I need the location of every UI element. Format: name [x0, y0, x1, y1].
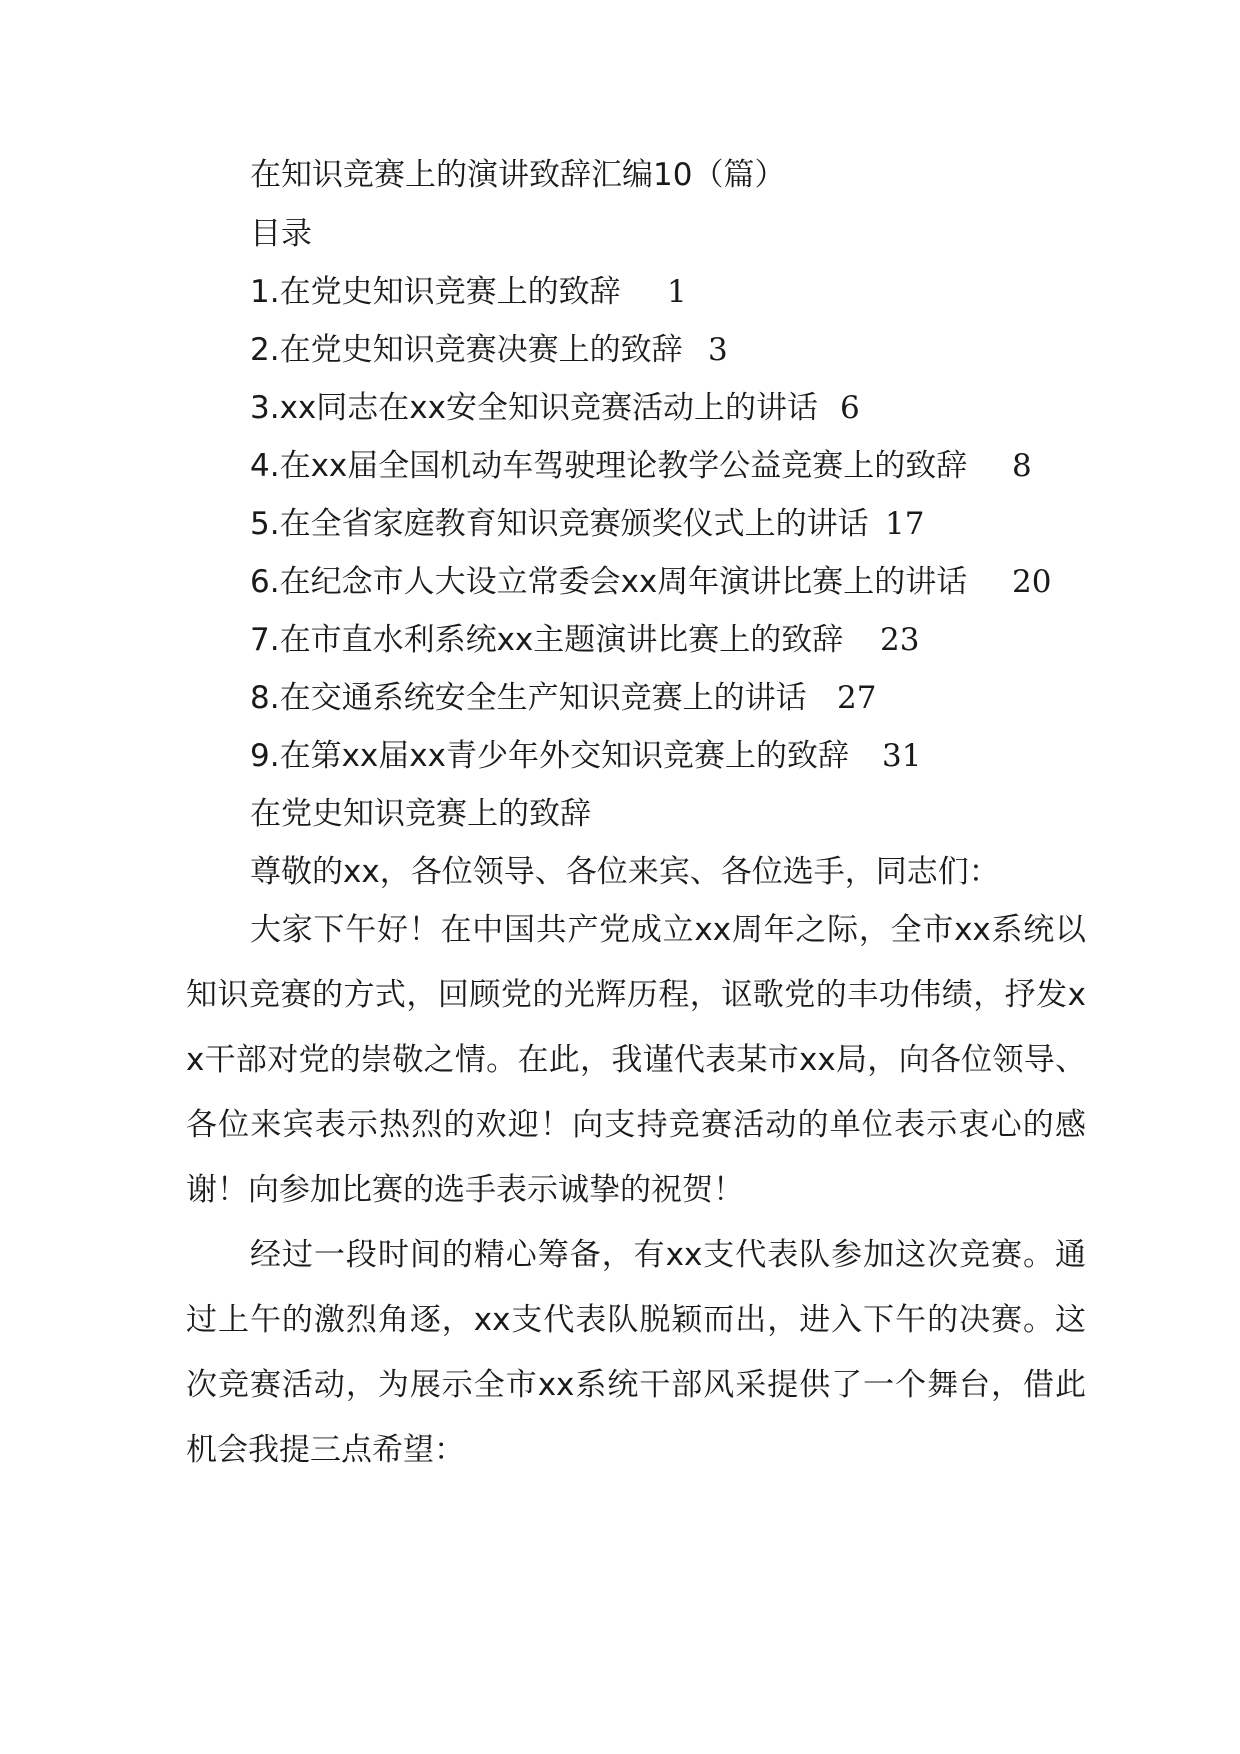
- body-paragraph: 大家下午好！在中国共产党成立xx周年之际，全市xx系统以知识竞赛的方式，回顾党的光辉历程，讴歌党的丰功伟绩，抒发xx干部对党的崇敬之情。在此，我谨代表某市xx局，向各位领导、各位来宾表示热烈的欢迎！向支持竞赛活动的单位表示衷心的感谢！向参加比赛的选手表示诚挚的祝贺！: [186, 912, 1086, 1208]
- document-title: 在知识竞赛上的演讲致辞汇编10（篇）: [250, 157, 786, 193]
- toc-item-text: 5.在全省家庭教育知识竞赛颁奖仪式上的讲话: [250, 506, 869, 542]
- toc-item[interactable]: [250, 504, 1090, 544]
- toc-item[interactable]: [250, 562, 1090, 602]
- toc-item[interactable]: [250, 272, 1090, 312]
- toc-page-number: 3: [708, 332, 728, 368]
- toc-page-number: 8: [1012, 448, 1032, 484]
- toc-item-text: 3.xx同志在xx安全知识竞赛活动上的讲话: [250, 390, 818, 426]
- toc-page-number: 20: [1012, 564, 1052, 600]
- toc-item[interactable]: [250, 330, 1090, 370]
- toc-item[interactable]: [250, 678, 1090, 718]
- section-title: 在党史知识竞赛上的致辞: [250, 796, 591, 832]
- salutation: 尊敬的xx，各位领导、各位来宾、各位选手，同志们：: [250, 854, 1000, 890]
- toc-page-number: 23: [880, 622, 920, 658]
- toc-item[interactable]: [250, 736, 1090, 776]
- body-paragraph: 经过一段时间的精心筹备，有xx支代表队参加这次竞赛。通过上午的激烈角逐，xx支代表队脱颖而出，进入下午的决赛。这次竞赛活动，为展示全市xx系统干部风采提供了一个舞台，借此机会我提三点希望：: [186, 1237, 1086, 1468]
- toc-item-text: 9.在第xx届xx青少年外交知识竞赛上的致辞: [250, 738, 849, 774]
- toc-page-number: 6: [840, 390, 860, 426]
- toc-page-number: 1: [667, 274, 687, 310]
- toc-item[interactable]: [250, 388, 1090, 428]
- toc-item-text: 1.在党史知识竞赛上的致辞: [250, 274, 621, 310]
- toc-item-text: 2.在党史知识竞赛决赛上的致辞: [250, 332, 683, 368]
- toc-item-text: 7.在市直水利系统xx主题演讲比赛上的致辞: [250, 622, 844, 658]
- toc-item[interactable]: [250, 620, 1090, 660]
- toc-page-number: 27: [837, 680, 877, 716]
- toc-page-number: 17: [885, 506, 925, 542]
- toc-heading: 目录: [250, 216, 312, 252]
- toc-page-number: 31: [882, 738, 922, 774]
- toc-item[interactable]: [250, 446, 1090, 486]
- toc-item-text: 6.在纪念市人大设立常委会xx周年演讲比赛上的讲话: [250, 564, 968, 600]
- toc-item-text: 8.在交通系统安全生产知识竞赛上的讲话: [250, 680, 807, 716]
- toc-item-text: 4.在xx届全国机动车驾驶理论教学公益竞赛上的致辞: [250, 448, 968, 484]
